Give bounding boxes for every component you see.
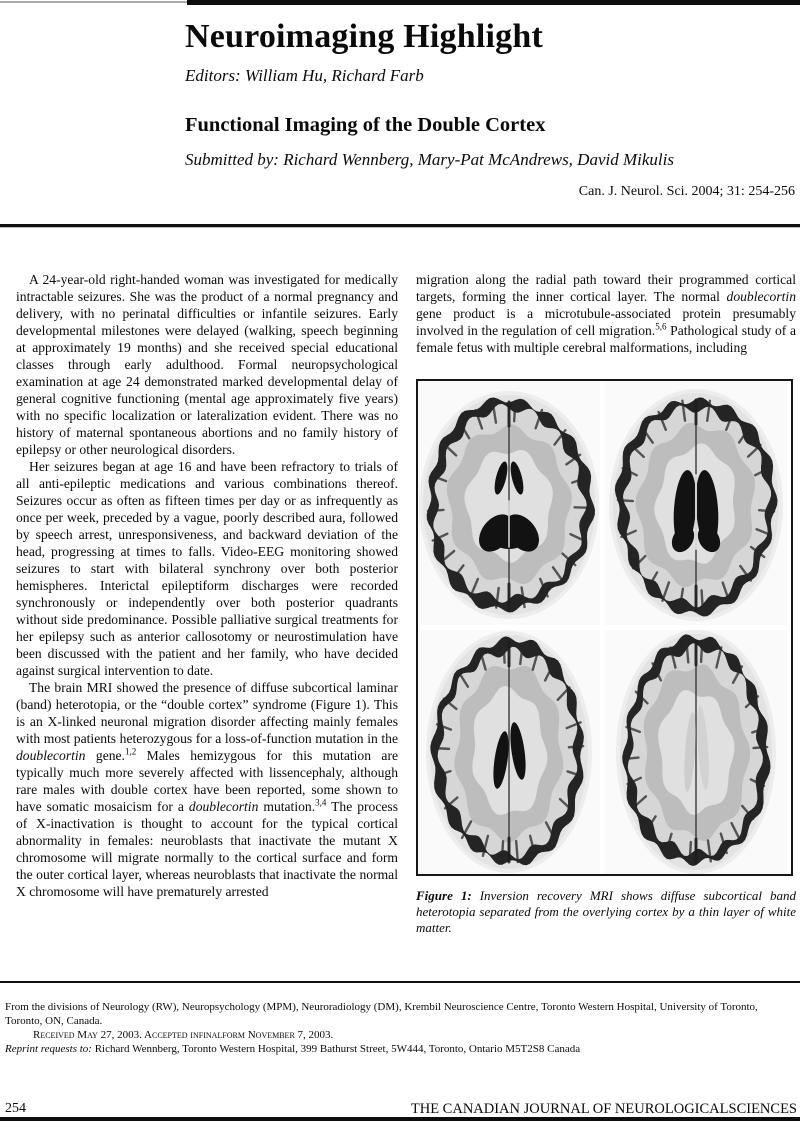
paragraph-case-history: A 24-year-old right-handed woman was investigated for medically intractable seizures. She was the product of a normal pregnancy and delivery, with no perinatal difficulties or infantile seizures. Early developmental milestones were delayed (walking, speech beginning at approximately 19 months) and she received special educational classes through early adulthood. Formal neuropsychological examination at age 24 demonstrated marked developmental delay of general cognitive functioning (mental age approximately five years) with no specific localization or lateralization evident. There was no history of maternal spontaneous abortions and no family history of epilepsy or other neurological disorders. [16,272,398,457]
top-rule-gray [0,1,187,3]
mri-slice-bottom-right [605,630,787,874]
editors-line: Editors: William Hu, Richard Farb [185,66,424,85]
bottom-rule-black [0,1117,800,1121]
footnote-block [5,1000,797,1056]
mri-slice-cell [605,630,787,874]
page-number: 254 [5,1101,26,1116]
mri-slice-top-right [605,381,787,625]
mri-slice-top-left [418,381,600,625]
top-rule-black [187,0,800,5]
paragraph-mri-findings: The brain MRI showed the presence of diffuse subcortical laminar (band) heterotopia, or the “double cortex” syndrome (Figure 1). This is an X-linked neuronal migration disorder affecting mainly females with most patients heterozygous for a loss-of-function mutation in the doublecortin gene.$^{1,2}$ Males hemizygous for this mutation are typically much more severely affected with lissencephaly, although rare males with double cortex have been reported, some shown to have somatic mosaicism for a doublecortin mutation.$^{3,4}$ The process of X-inactivation is thought to account for the typical cortical abnormality in females: neuroblasts that inactivate the mutant X chromosome will migrate normally to the cortical surface and form the outer cortical layer, whereas neuroblasts that inactivate the normal X chromosome will have prematurely arrested [16,680,399,899]
article-title: Functional Imaging of the Double Cortex [185,114,546,136]
received-accepted-line: Received May 27, 2003. Accepted infinalform November 7, 2003. [33,1029,334,1041]
affiliations-line: From the divisions of Neurology (RW), Neuropsychology (MPM), Neuroradiology (DM), Krembil Neuroscience Centre, Toronto Western Hospital, University of Toronto, Toronto, ON, Canada. [5,1001,758,1027]
body-column-left [16,271,398,900]
paragraph-migration: migration along the radial path toward their programmed cortical targets, forming the inner cortical layer. The normal doublecortin gene product is a microtubule-associated protein presumably involved in the regulation of cell migration.$^{5,6}$ Pathological study of a female fetus with multiple cerebral malformations, including [416,272,797,355]
mri-slice-cell [418,381,600,625]
figure-1-caption: Figure 1: Inversion recovery MRI shows diffuse subcortical band heterotopia separated from the overlying cortex by a thin layer of white matter. [416,888,796,935]
reprint-requests-line: Reprint requests to: Richard Wennberg, Toronto Western Hospital, 399 Bathurst Street, 5W444, Toronto, Ontario M5T2S8 Canada [5,1043,581,1055]
mri-slice-bottom-left [418,630,600,874]
figure-1-mri-grid [416,379,793,876]
submitted-by-line: Submitted by: Richard Wennberg, Mary-Pat McAndrews, David Mikulis [185,150,674,169]
journal-citation: Can. J. Neurol. Sci. 2004; 31: 254-256 [578,184,795,199]
section-title: Neuroimaging Highlight [185,18,543,55]
header-divider-rule [0,224,800,228]
body-column-right [416,271,796,935]
running-footer [5,1101,797,1118]
mri-slice-cell [418,630,600,874]
mri-slice-cell [605,381,787,625]
paragraph-seizures: Her seizures began at age 16 and have been refractory to trials of all anti-epileptic medications and various combinations thereof. Seizures occur as often as fifteen times per day or as infrequently as once per week, preceded by a vague, poorly described aura, followed by speech arrest, unresponsiveness, and backward deviation of the head, progressing at times to falls. Video-EEG monitoring showed seizures to start with bilateral synchrony over both posterior hemispheres. Interictal epileptiform discharges were recorded synchronously or independently over both posterior quadrants without side predominance. Possible palliative surgical treatments for her epilepsy such as anterior callosotomy or neurostimulation have been discussed with the patient and her family, who have decided against surgical intervention to date. [16,459,398,678]
journal-name: THE CANADIAN JOURNAL OF NEUROLOGICALSCIENCES [410,1101,797,1117]
footnote-divider-rule [0,981,800,983]
